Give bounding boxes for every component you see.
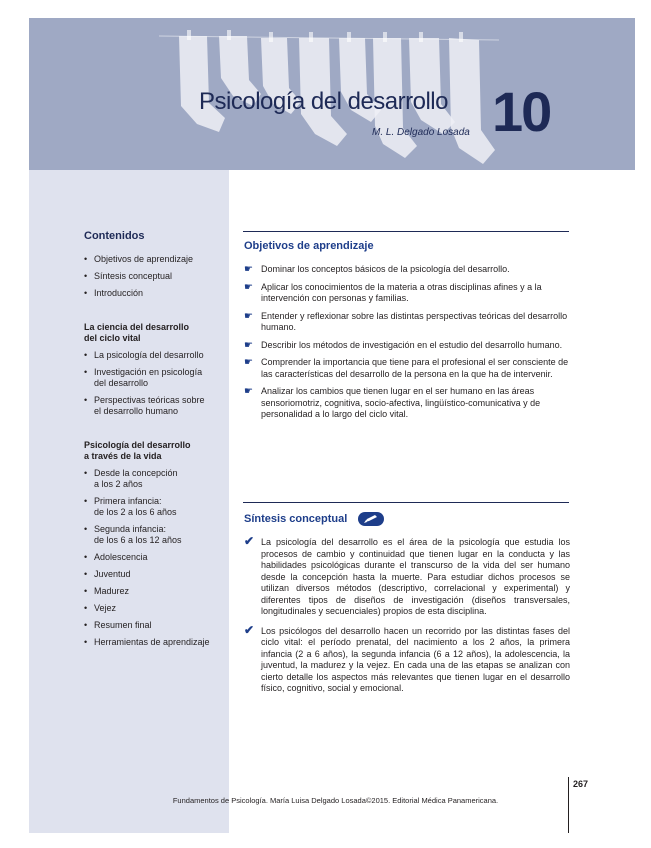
synthesis-item: [244, 534, 570, 618]
section-title-line: La ciencia del desarrollo: [84, 322, 190, 332]
synthesis-heading: Síntesis conceptual: [244, 513, 348, 525]
chapter-author: M. L. Delgado Losada: [372, 127, 470, 138]
objective-text: Dominar los conceptos básicos de la psicología del desarrollo.: [261, 264, 510, 274]
contents-heading: Contenidos: [84, 230, 145, 242]
contents-item-label: Resumen final: [94, 620, 152, 630]
contents-section-title: [84, 440, 229, 462]
contents-item-label: Investigación en psicología: [94, 367, 203, 377]
contents-item-label: Herramientas de aprendizaje: [94, 637, 210, 647]
check-icon: ✔: [244, 534, 255, 548]
contents-item[interactable]: [84, 468, 229, 490]
pointing-hand-icon: ☛: [244, 357, 253, 368]
pointing-hand-icon: ☛: [244, 310, 253, 322]
chapter-title: Psicología del desarrollo: [199, 88, 448, 115]
contents-section-title: [84, 322, 229, 344]
contents-item[interactable]: [84, 637, 229, 648]
objective-text: Analizar los cambios que tienen lugar en el ser humano en las áreas sensoriomotriz, cognitiva, socio-afectiva, lingüístico-comunicativa y de personalidad a lo largo del ciclo vital.: [261, 386, 541, 419]
objective-text: Entender y reflexionar sobre las distintas perspectivas teóricas del desarrollo humano.: [261, 310, 568, 332]
section-title-line: del ciclo vital: [84, 333, 141, 343]
contents-item-label: Síntesis conceptual: [94, 271, 173, 281]
objective-item: [244, 311, 570, 334]
objective-item: [244, 386, 570, 421]
contents-item-label: de los 2 a los 6 años: [94, 507, 177, 517]
contents-item-label: Segunda infancia:: [94, 524, 167, 534]
contents-item[interactable]: [84, 395, 229, 417]
check-icon: ✔: [244, 622, 255, 637]
contents-section-2: [84, 440, 229, 654]
contents-item-label: Primera infancia:: [94, 496, 162, 506]
page-number-rule: [568, 777, 569, 833]
contents-item[interactable]: [84, 254, 229, 265]
synthesis-text: La psicología del desarrollo es el área de la psicología que estudia los procesos de cambio y continuidad que tienen lugar en la conducta y las habilidades psicológicas durante el transcurso de la vida del ser humano desde la concepción hasta la muerte. Para estudiar dichos procesos se utilizan diversos métodos (descriptivo, correlacional y experimental) y diferentes tipos de diseños de investigación (diseños transversales, longitudinales y secuenciales) propios de esta disciplina.: [261, 537, 570, 616]
contents-item[interactable]: [84, 603, 229, 614]
objective-text: Describir los métodos de investigación en el estudio del desarrollo humano.: [261, 339, 563, 350]
page-number: 267: [573, 779, 589, 789]
objective-item: [244, 282, 570, 305]
contents-item-label: del desarrollo: [94, 378, 149, 388]
pointing-hand-icon: ☛: [244, 264, 253, 275]
contents-item-label: de los 6 a los 12 años: [94, 535, 182, 545]
synthesis-list: [244, 534, 570, 703]
section-title-line: Psicología del desarrollo: [84, 440, 191, 450]
contents-item-label: Objetivos de aprendizaje: [94, 254, 194, 264]
contents-item-label: a los 2 años: [94, 479, 143, 489]
contents-item-label: La psicología del desarrollo: [94, 350, 204, 360]
synthesis-text: Los psicólogos del desarrollo hacen un recorrido por las distintas fases del ciclo vital: el período prenatal, del nacimiento a los 2 años, la primera infancia (2 a 6 años), la segunda infancia (6 a 12 años), la adolescencia, la juventud, la madurez y la vejez. En cada una de las etapas se analizan con cierto detalle los aspectos más relevantes que tienen lugar en el desarrollo físico, cognitivo, social y emocional.: [261, 625, 570, 693]
objective-item: [244, 264, 570, 276]
contents-item-label: Adolescencia: [94, 552, 148, 562]
contents-item-label: Introducción: [94, 288, 144, 298]
pointing-hand-icon: ☛: [244, 339, 253, 351]
synthesis-rule: [243, 502, 569, 503]
contents-item-label: Vejez: [94, 603, 117, 613]
contents-item[interactable]: [84, 552, 229, 563]
objective-text: Comprender la importancia que tiene para el profesional el ser consciente de las características del desarrollo de la persona en la que ha de intervenir.: [261, 357, 569, 379]
objectives-list: [244, 264, 570, 427]
contents-item[interactable]: [84, 620, 229, 631]
contents-section-1: [84, 322, 229, 423]
contents-intro-list: [84, 254, 229, 305]
contents-item[interactable]: [84, 524, 229, 546]
contents-item[interactable]: [84, 288, 229, 299]
contents-item[interactable]: [84, 350, 229, 361]
pointing-hand-icon: ☛: [244, 386, 253, 397]
contents-item[interactable]: [84, 586, 229, 597]
objective-item: [244, 357, 570, 380]
contents-item-label: Juventud: [94, 569, 131, 579]
objectives-heading: Objetivos de aprendizaje: [244, 240, 374, 252]
contents-item[interactable]: [84, 271, 229, 282]
chapter-number: 10: [492, 80, 551, 143]
objective-item: [244, 340, 570, 352]
contents-item[interactable]: [84, 496, 229, 518]
pointing-hand-icon: ☛: [244, 281, 253, 293]
footer-credit: Fundamentos de Psicología. María Luisa Delgado Losada©2015. Editorial Médica Panamericana.: [172, 796, 499, 805]
synthesis-item: [244, 622, 570, 695]
contents-item[interactable]: [84, 367, 229, 389]
contents-item-label: Perspectivas teóricas sobre: [94, 395, 205, 405]
contents-item-label: Madurez: [94, 586, 130, 596]
objectives-rule: [243, 231, 569, 232]
section-title-line: a través de la vida: [84, 451, 162, 461]
contents-item-label: Desde la concepción: [94, 468, 178, 478]
pencil-icon: [358, 512, 384, 526]
objective-text: Aplicar los conocimientos de la materia a otras disciplinas afines y a la intervención con personas y familias.: [261, 281, 542, 303]
contents-item[interactable]: [84, 569, 229, 580]
contents-item-label: el desarrollo humano: [94, 406, 179, 416]
